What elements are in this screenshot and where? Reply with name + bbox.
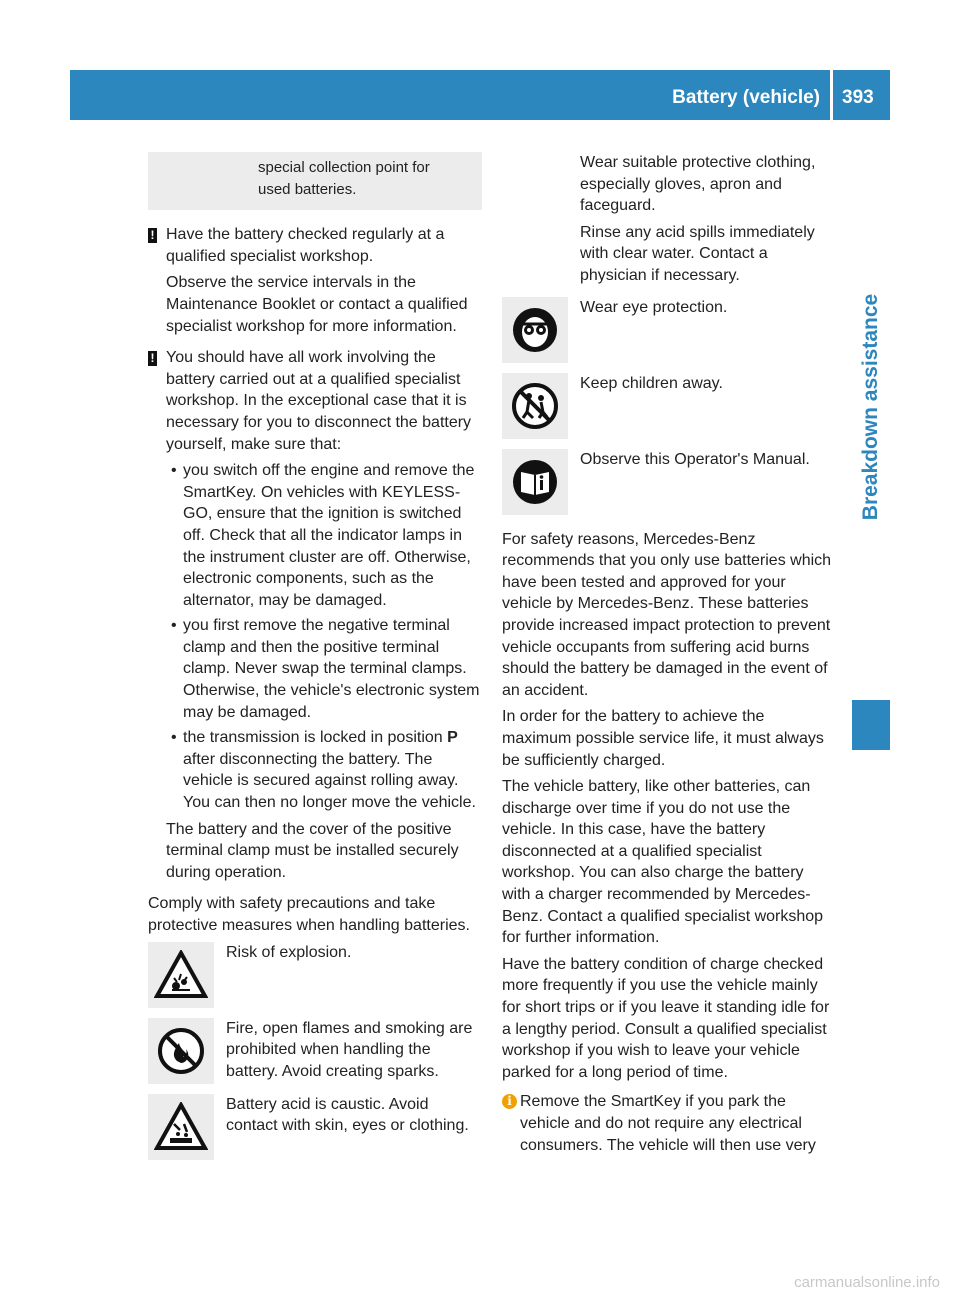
info-text: Remove the SmartKey if you park the vehicle and do not require any electrical consumers. The vehicle will then use very [520, 1093, 816, 1154]
gear-position: P [447, 729, 458, 747]
section-label: Breakdown assistance [859, 293, 882, 521]
notice-icon: ! [148, 351, 157, 366]
symbol-text: Wear suitable protective clothing, especially gloves, apron and faceguard. [580, 154, 816, 215]
symbol-text: Wear eye protection. [580, 298, 728, 316]
page-title: Battery (vehicle) [672, 87, 820, 108]
list-item: • you switch off the engine and remove the SmartKey. On vehicles with KEYLESS-GO, ensure that the ignition is switched off. Check that all the indicator lamps in the instrument cluster are off. Otherwise, electronic components, such as the alternator, may be damaged. [166, 460, 482, 611]
symbol-text: Keep children away. [580, 374, 723, 392]
section-marker-block [852, 700, 890, 750]
left-column [148, 152, 482, 1170]
notice-text: Observe the service intervals in the Maintenance Booklet or contact a qualified specialist workshop for more information. [166, 274, 468, 335]
list-item: • you first remove the negative terminal clamp and then the positive terminal clamp. Never swap the terminal clamps. Otherwise, the vehicle's electronic system may be damaged. [166, 615, 482, 723]
page-number: 393 [842, 87, 874, 108]
body-paragraph: For safety reasons, Mercedes-Benz recommends that you only use batteries which have been tested and approved for your vehicle by Mercedes-Benz. These batteries provide increased impact protection to prevent vehicle occupants from suffering acid burns should the battery be damaged in the event of an accident. [502, 530, 832, 699]
no-fire-icon [148, 1018, 214, 1084]
body-paragraph: The vehicle battery, like other batteries, can discharge over time if you do not use the vehicle. In this case, have the battery disconnected at a qualified specialist workshop. You can also charge the battery with a charger recommended by Mercedes-Benz. Contact a qualified specialist workshop for further information. [502, 778, 824, 947]
body-paragraph: In order for the battery to achieve the maximum possible service life, it must always be sufficiently charged. [502, 708, 824, 769]
box-line: used batteries. [258, 180, 357, 198]
symbol-row-no-fire [148, 1018, 482, 1084]
symbol-row-children [502, 373, 836, 439]
notice-block [148, 347, 482, 883]
symbol-row-explosion [148, 942, 482, 1008]
notice-text: Have the battery checked regularly at a qualified specialist workshop. [166, 226, 445, 265]
bullet-list [166, 460, 482, 814]
continued-box [148, 152, 482, 210]
symbol-text: Observe this Operator's Manual. [580, 450, 810, 468]
list-item-text: after disconnecting the battery. The vehicle is secured against rolling away. You can then no longer move the vehicle. [183, 750, 476, 812]
notice-block [148, 224, 482, 337]
notice-text: You should have all work involving the battery carried out at a qualified specialist workshop. In the exceptional case that it is necessary for you to disconnect the battery yourself, make sure that: [166, 349, 472, 453]
eye-protection-icon [502, 297, 568, 363]
manual-book-icon [502, 449, 568, 515]
list-item [166, 727, 482, 813]
symbol-text: Fire, open flames and smoking are prohibited when handling the battery. Avoid creating sparks. [226, 1019, 473, 1080]
symbol-text: Battery acid is caustic. Avoid contact with skin, eyes or clothing. [226, 1095, 469, 1135]
list-item-text: the transmission is locked in position [183, 729, 448, 747]
symbol-text: Rinse any acid spills immediately with clear water. Contact a physician if necessary. [580, 223, 815, 284]
symbol-text: Risk of explosion. [226, 943, 352, 961]
symbol-row-acid [148, 1094, 482, 1160]
notice-text: The battery and the cover of the positive terminal clamp must be installed securely during operation. [166, 820, 459, 881]
watermark: carmanualsonline.info [794, 1274, 940, 1292]
notice-icon: ! [148, 228, 157, 243]
symbol-row-manual [502, 449, 836, 515]
box-line: special collection point for [258, 159, 430, 176]
corrosive-warning-icon [148, 1094, 214, 1160]
header-separator [830, 70, 833, 120]
explosion-warning-icon [148, 942, 214, 1008]
acid-continuation [502, 152, 836, 287]
no-children-icon [502, 373, 568, 439]
info-icon: i [502, 1094, 517, 1109]
body-paragraph: Have the battery condition of charge checked more frequently if you use the vehicle mainly for short trips or if you leave it standing idle for a lengthy period. Consult a qualified specialist workshop if you wish to leave your vehicle parked for a long period of time. [502, 955, 830, 1081]
right-column [502, 152, 836, 1161]
info-block [502, 1091, 836, 1156]
section-side-tab [852, 122, 890, 692]
symbol-row-eye [502, 297, 836, 363]
body-paragraph: Comply with safety precautions and take protective measures when handling batteries. [148, 895, 470, 934]
